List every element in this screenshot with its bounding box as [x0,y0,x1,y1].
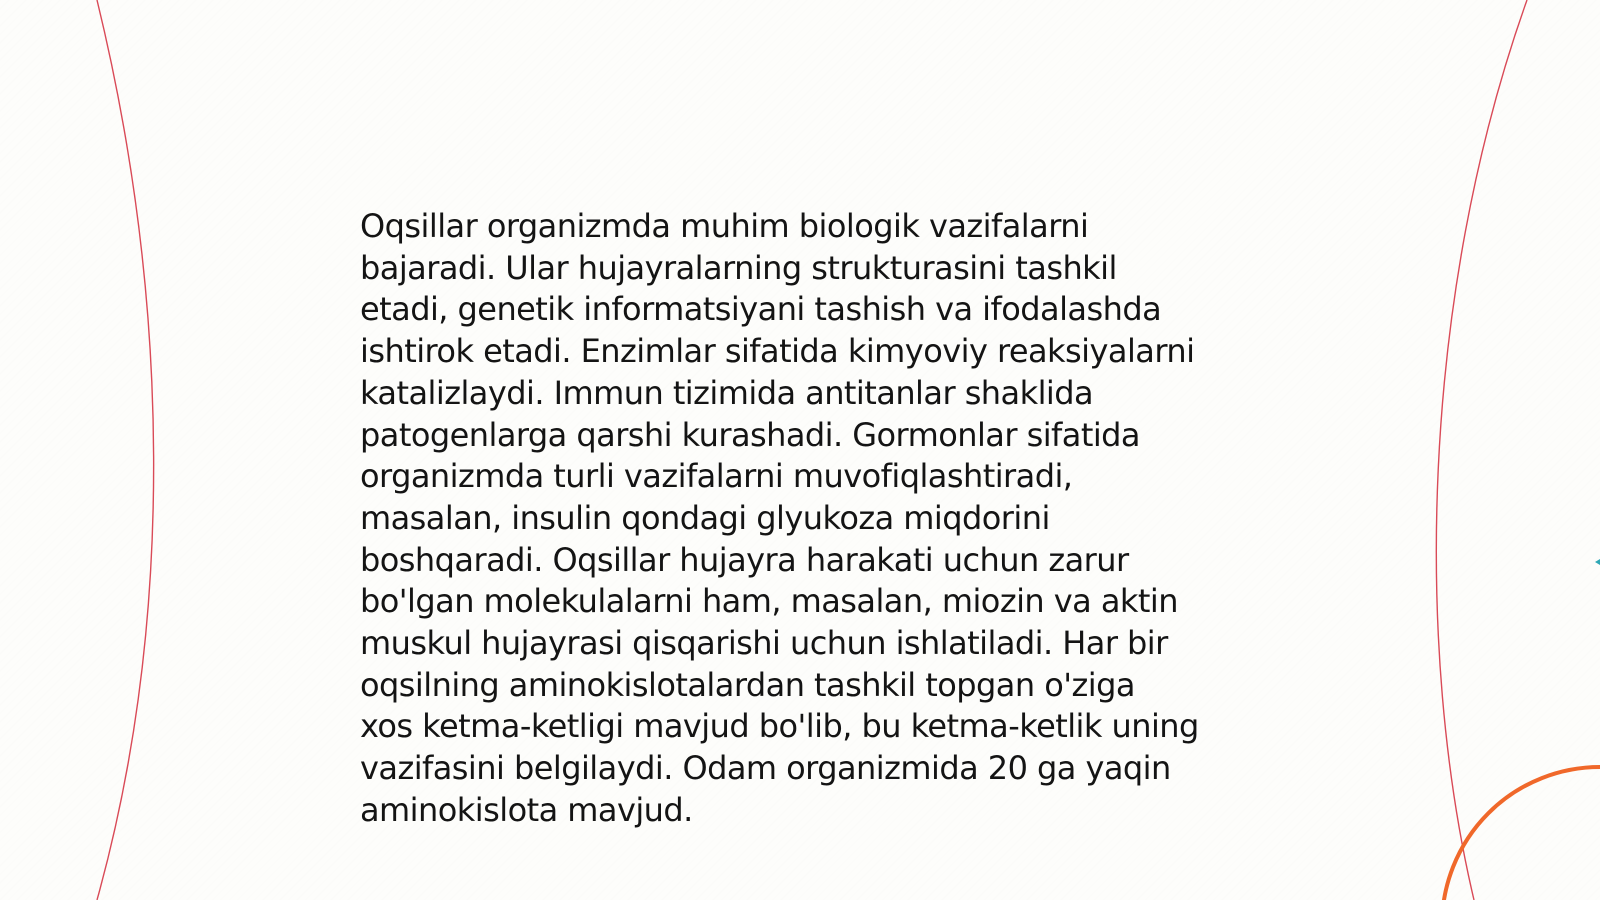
left-curve-line [97,0,154,900]
body-paragraph: Oqsillar organizmda muhim biologik vazifalarni bajaradi. Ular hujayralarning strukturasini tashkil etadi, genetik informatsiyani tashish va ifodalashda ishtirok etadi. Enzimlar sifatida kimyoviy reaksiyalarni katalizlaydi. Immun tizimida antitanlar shaklida patogenlarga qarshi kurashadi. Gormonlar sifatida organizmda turli vazifalarni muvofiqlashtiradi, masalan, insulin qondagi glyukoza miqdorini boshqaradi. Oqsillar hujayra harakati uchun zarur bo'lgan molekulalarni ham, masalan, miozin va aktin muskul hujayrasi qisqarishi uchun ishlatiladi. Har bir oqsilning aminokislotalardan tashkil topgan o'ziga xos ketma-ketligi mavjud bo'lib, bu ketma-ketlik uning vazifasini belgilaydi. Odam organizmida 20 ga yaqin aminokislota mavjud. [360,207,1199,829]
edge-teal-mark [1595,559,1600,565]
corner-circle-outline [1442,767,1600,900]
right-curve-line [1436,0,1527,900]
